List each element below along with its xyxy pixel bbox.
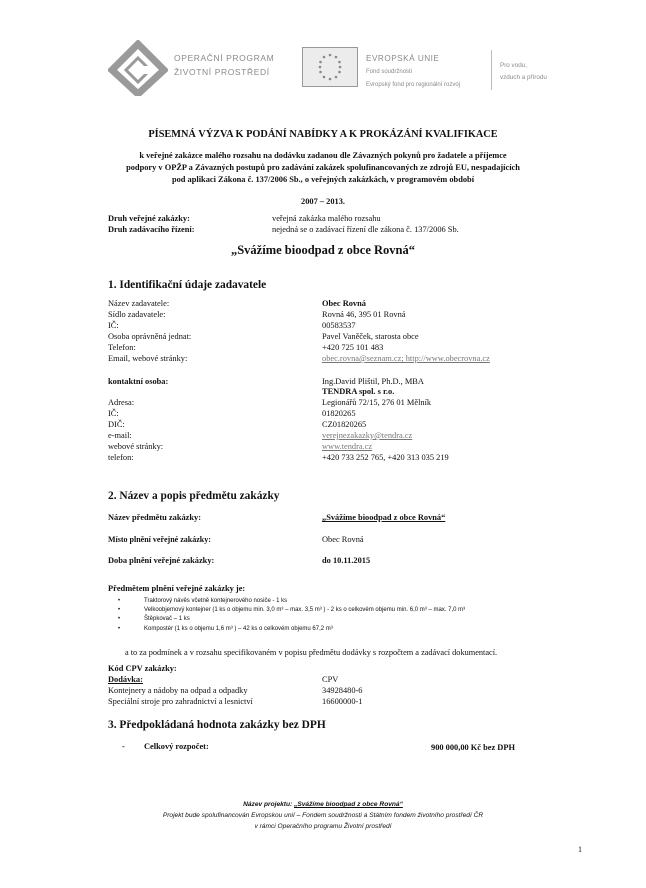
row-value: +420 725 101 483 bbox=[322, 343, 384, 352]
row-label: DIČ: bbox=[108, 420, 125, 429]
nazev-value: „Svážíme bioodpad z obce Rovná“ bbox=[322, 513, 446, 522]
footer-line2: Projekt bude spolufinancován Evropskou unií – Fondem soudržnosti a Státním fondem životního prostředí ČR bbox=[162, 812, 484, 819]
eu-line2: Evropský fond pro regionální rozvoj bbox=[366, 82, 461, 88]
predmet-list bbox=[118, 597, 465, 634]
intro-line2: podpory v OPŽP a Závazných postupů pro zadávání zakázek spolufinancovaných ze zdrojů EU, nespadajících bbox=[126, 163, 520, 172]
section3-heading: 3. Předpokládaná hodnota zakázky bez DPH bbox=[108, 719, 326, 731]
eu-stars-icon bbox=[303, 48, 357, 86]
cpv-header: CPV bbox=[322, 675, 339, 684]
cpv-row-code: 34928480-6 bbox=[322, 686, 363, 695]
doba-value: do 10.11.2015 bbox=[322, 556, 371, 565]
eu-title: EVROPSKÁ UNIE bbox=[366, 54, 440, 63]
row-label: Adresa: bbox=[108, 398, 135, 407]
predmet-label: Předmětem plnění veřejné zakázky je: bbox=[108, 584, 246, 593]
section2-heading: 2. Název a popis předmětu zakázky bbox=[108, 490, 280, 502]
contact-name: Ing.David Plištil, Ph.D., MBA bbox=[322, 377, 424, 386]
list-item: • Štěpkovač – 1 ks bbox=[118, 616, 190, 623]
doba-label: Doba plnění veřejné zakázky: bbox=[108, 556, 215, 565]
row-value: Obec Rovná bbox=[322, 299, 366, 308]
footer-project-value: „Svážíme bioodpad z obce Rovná“ bbox=[294, 801, 403, 808]
row-label: telefon: bbox=[108, 453, 134, 462]
closing-text: a to za podmínek a v rozsahu specifikovaném v popisu předmětu dodávky s rozpočtem a zadávací dokumentací. bbox=[125, 648, 498, 657]
row-value: 01820265 bbox=[322, 409, 356, 418]
op-line2: ŽIVOTNÍ PROSTŘEDÍ bbox=[174, 67, 270, 77]
row-label: Email, webové stránky: bbox=[108, 354, 188, 363]
dash-marker: - bbox=[122, 742, 125, 751]
druh-label: Druh veřejné zakázky: bbox=[108, 214, 190, 223]
list-item: • Velkoobjemový kontejner (1 ks o objemu min. 3,0 m³ – max. 3,5 m³ ) - 2 ks o celkovém objemu min. 6,0 m³ – max. 7,0 m³ bbox=[118, 607, 466, 614]
row-label: Osoba oprávněná jednat: bbox=[108, 332, 192, 341]
row-value: Pavel Vaněček, starosta obce bbox=[322, 332, 419, 341]
row-value: +420 733 252 765, +420 313 035 219 bbox=[322, 453, 449, 462]
eu-line1: Fond soudržnosti bbox=[366, 69, 413, 75]
budget-label: Celkový rozpočet: bbox=[144, 742, 209, 751]
intro-line1: k veřejné zakázce malého rozsahu na dodávku zadanou dle Závazných pokynů pro žadatele a příjemce bbox=[139, 151, 507, 160]
footer-line1 bbox=[0, 801, 646, 808]
rizeni-label: Druh zadávacího řízení: bbox=[108, 225, 195, 234]
row-label: IČ: bbox=[108, 321, 119, 330]
slogan-line2: vzduch a přírodu bbox=[500, 74, 547, 81]
row-label: Sídlo zadavatele: bbox=[108, 310, 166, 319]
misto-label: Místo plnění veřejné zakázky: bbox=[108, 535, 211, 544]
section1-heading: 1. Identifikační údaje zadavatele bbox=[108, 279, 267, 291]
cpv-row-label: Speciální stroje pro zahradnictví a lesnictví bbox=[108, 697, 253, 706]
contact-web-link[interactable]: www.tendra.cz bbox=[322, 442, 373, 451]
intro-line3: pod aplikaci Zákona č. 137/2006 Sb., o veřejných zakázkách, v programovém období bbox=[171, 175, 475, 184]
project-title: „Svážíme bioodpad z obce Rovná“ bbox=[230, 243, 416, 257]
op-line1: OPERAČNÍ PROGRAM bbox=[174, 53, 275, 63]
row-label: webové stránky: bbox=[108, 442, 164, 451]
eu-flag bbox=[302, 47, 358, 87]
druh-value: veřejná zakázka malého rozsahu bbox=[272, 214, 381, 223]
doc-title: PÍSEMNÁ VÝZVA K PODÁNÍ NABÍDKY A K PROKÁZÁNÍ KVALIFIKACE bbox=[148, 129, 498, 140]
opzp-logo bbox=[108, 40, 286, 96]
period: 2007 – 2013. bbox=[301, 197, 345, 206]
contact-company: TENDRA spol. s r.o. bbox=[322, 387, 395, 396]
footer-line3: v rámci Operačního programu Životní prostředí bbox=[254, 823, 392, 830]
contact-label: kontaktní osoba: bbox=[108, 377, 169, 386]
row-value: Rovná 46, 395 01 Rovná bbox=[322, 310, 406, 319]
header-divider bbox=[491, 50, 492, 90]
list-item: • Traktorový návěs včetně kontejnerového nosiče - 1 ks bbox=[118, 598, 288, 604]
dodavka-label: Dodávka: bbox=[108, 675, 143, 684]
row-value: CZ01820265 bbox=[322, 420, 367, 429]
zadavatel-email-link[interactable]: obec.rovna@seznam.cz; http://www.obecrovna.cz bbox=[322, 354, 490, 363]
list-item: • Kompostér (1 ks o objemu 1,6 m³ ) – 42 ks o celkovém objemu 67,2 m³ bbox=[118, 625, 333, 632]
row-value: Legionářů 72/15, 276 01 Mělník bbox=[322, 398, 432, 407]
row-label: Název zadavatele: bbox=[108, 299, 170, 308]
budget-value: 900 000,00 Kč bez DPH bbox=[431, 743, 515, 752]
cpv-label: Kód CPV zakázky: bbox=[108, 664, 177, 673]
nazev-label: Název předmětu zakázky: bbox=[108, 513, 202, 522]
opzp-emblem-icon bbox=[108, 40, 168, 96]
row-value: 00583537 bbox=[322, 321, 356, 330]
page-number: 1 bbox=[578, 845, 582, 854]
footer-project-label: Název projektu: bbox=[243, 801, 293, 808]
rizeni-value: nejedná se o zadávací řízení dle zákona č. 137/2006 Sb. bbox=[272, 225, 459, 234]
row-label: IČ: bbox=[108, 409, 119, 418]
row-label: e-mail: bbox=[108, 431, 132, 440]
cpv-row-label: Kontejnery a nádoby na odpad a odpadky bbox=[108, 686, 248, 695]
misto-value: Obec Rovná bbox=[322, 535, 364, 544]
cpv-row-code: 16600000-1 bbox=[322, 697, 363, 706]
slogan-line1: Pro vodu, bbox=[500, 62, 527, 69]
row-label: Telefon: bbox=[108, 343, 136, 352]
contact-email-link[interactable]: verejnezakazky@tendra.cz bbox=[322, 431, 413, 440]
